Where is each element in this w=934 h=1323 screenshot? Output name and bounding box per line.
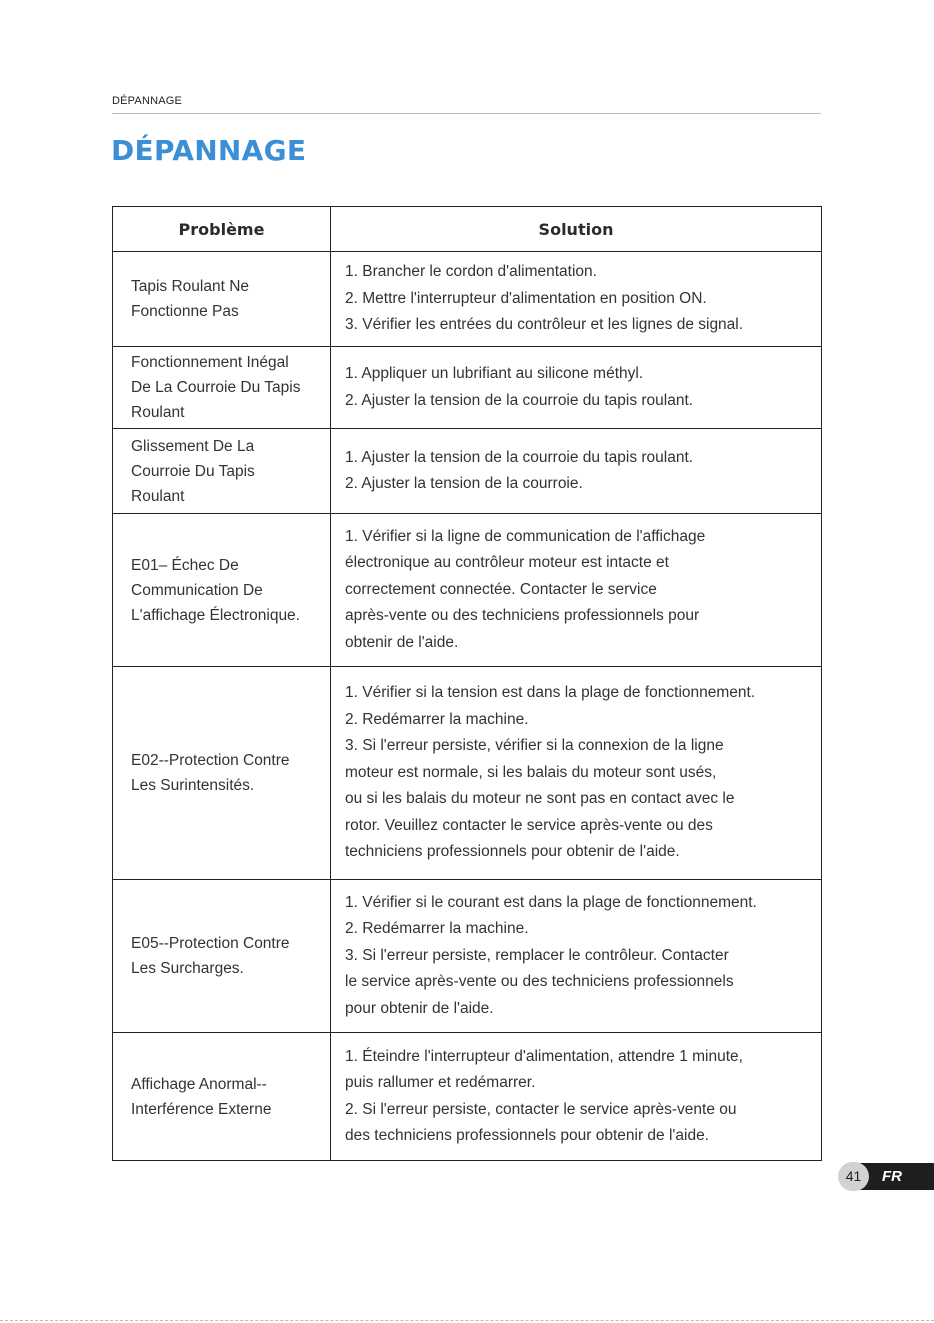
- solution-cell: [331, 1033, 822, 1161]
- problem-text: Courroie Du Tapis: [131, 462, 255, 480]
- solution-line: rotor. Veuillez contacter le service après-vente ou des: [345, 816, 713, 834]
- page-title: DÉPANNAGE: [111, 134, 307, 167]
- page-tab: [838, 1162, 934, 1191]
- solution-line: 1. Vérifier si la ligne de communication de l'affichage: [345, 527, 706, 545]
- problem-text: Tapis Roulant Ne: [131, 278, 250, 295]
- table-row: [113, 347, 822, 429]
- problem-text: Glissement De La: [131, 437, 255, 455]
- header-rule: [112, 113, 821, 114]
- solution-cell: [331, 514, 822, 667]
- solution-line: des techniciens professionnels pour obtenir de l'aide.: [345, 1127, 709, 1144]
- column-header-solution: Solution: [331, 207, 822, 252]
- problem-text: E02--Protection Contre: [131, 752, 290, 769]
- troubleshooting-table: [112, 206, 822, 1161]
- solution-line: 1. Ajuster la tension de la courroie du tapis roulant.: [345, 448, 694, 466]
- solution-cell: [331, 429, 822, 514]
- problem-text: Fonctionne Pas: [131, 303, 239, 320]
- solution-cell: [331, 880, 822, 1033]
- problem-text: Roulant: [131, 487, 185, 505]
- solution-line: 1. Vérifier si le courant est dans la plage de fonctionnement.: [345, 893, 757, 911]
- problem-cell: [113, 429, 331, 514]
- solution-line: 2. Mettre l'interrupteur d'alimentation en position ON.: [345, 289, 707, 307]
- table-row: [113, 252, 822, 347]
- solution-line: 1. Brancher le cordon d'alimentation.: [345, 263, 597, 281]
- table-row: [113, 667, 822, 880]
- solution-line: moteur est normale, si les balais du moteur sont usés,: [345, 763, 717, 781]
- solution-line: 3. Si l'erreur persiste, vérifier si la connexion de la ligne: [345, 737, 724, 755]
- problem-text: Communication De: [131, 581, 263, 599]
- problem-cell: [113, 252, 331, 347]
- solution-line: 1. Appliquer un lubrifiant au silicone méthyl.: [345, 365, 644, 382]
- solution-line: 3. Si l'erreur persiste, remplacer le contrôleur. Contacter: [345, 946, 729, 964]
- page-number: 41: [838, 1162, 869, 1191]
- problem-text: Fonctionnement Inégal: [131, 354, 289, 371]
- problem-text: De La Courroie Du Tapis: [131, 379, 301, 396]
- solution-line: après-vente ou des techniciens professionnels pour: [345, 607, 700, 625]
- problem-text: E01– Échec De: [131, 556, 239, 574]
- problem-text: Affichage Anormal--: [131, 1075, 267, 1093]
- solution-line: 1. Vérifier si la tension est dans la plage de fonctionnement.: [345, 684, 756, 702]
- problem-cell: [113, 514, 331, 667]
- solution-line: 2. Ajuster la tension de la courroie.: [345, 475, 583, 492]
- table-row: [113, 514, 822, 667]
- solution-line: le service après-vente ou des techniciens professionnels: [345, 973, 734, 991]
- solution-line: 2. Redémarrer la machine.: [345, 920, 529, 938]
- solution-line: puis rallumer et redémarrer.: [345, 1074, 536, 1091]
- solution-line: correctement connectée. Contacter le service: [345, 580, 657, 598]
- problem-text: Interférence Externe: [131, 1100, 272, 1118]
- solution-cell: [331, 252, 822, 347]
- solution-cell: [331, 347, 822, 429]
- solution-line: 2. Si l'erreur persiste, contacter le service après-vente ou: [345, 1100, 737, 1118]
- solution-line: ou si les balais du moteur ne sont pas en contact avec le: [345, 790, 735, 808]
- solution-cell: [331, 667, 822, 880]
- table-row: [113, 880, 822, 1033]
- problem-text: E05--Protection Contre: [131, 935, 290, 952]
- problem-text: Les Surcharges.: [131, 960, 244, 977]
- problem-cell: [113, 347, 331, 429]
- language-label: FR: [882, 1168, 902, 1185]
- solution-line: 2. Redémarrer la machine.: [345, 710, 529, 728]
- bottom-trim-line: [0, 1320, 934, 1321]
- solution-line: électronique au contrôleur moteur est intacte et: [345, 554, 669, 572]
- solution-line: 1. Éteindre l'interrupteur d'alimentation, attendre 1 minute,: [345, 1047, 743, 1065]
- solution-line: techniciens professionnels pour obtenir de l'aide.: [345, 843, 680, 861]
- problem-cell: [113, 880, 331, 1033]
- problem-text: Les Surintensités.: [131, 777, 255, 794]
- solution-line: 2. Ajuster la tension de la courroie du tapis roulant.: [345, 391, 694, 409]
- problem-text: L'affichage Électronique.: [131, 606, 300, 624]
- problem-text: Roulant: [131, 404, 185, 421]
- table-header-row: [113, 207, 822, 252]
- solution-line: 3. Vérifier les entrées du contrôleur et les lignes de signal.: [345, 316, 744, 334]
- solution-line: obtenir de l'aide.: [345, 633, 459, 651]
- solution-line: pour obtenir de l'aide.: [345, 999, 494, 1017]
- column-header-problem: Problème: [113, 207, 331, 252]
- problem-cell: [113, 1033, 331, 1161]
- running-header: DÉPANNAGE: [112, 95, 183, 107]
- problem-cell: [113, 667, 331, 880]
- table-row: [113, 429, 822, 514]
- table-row: [113, 1033, 822, 1161]
